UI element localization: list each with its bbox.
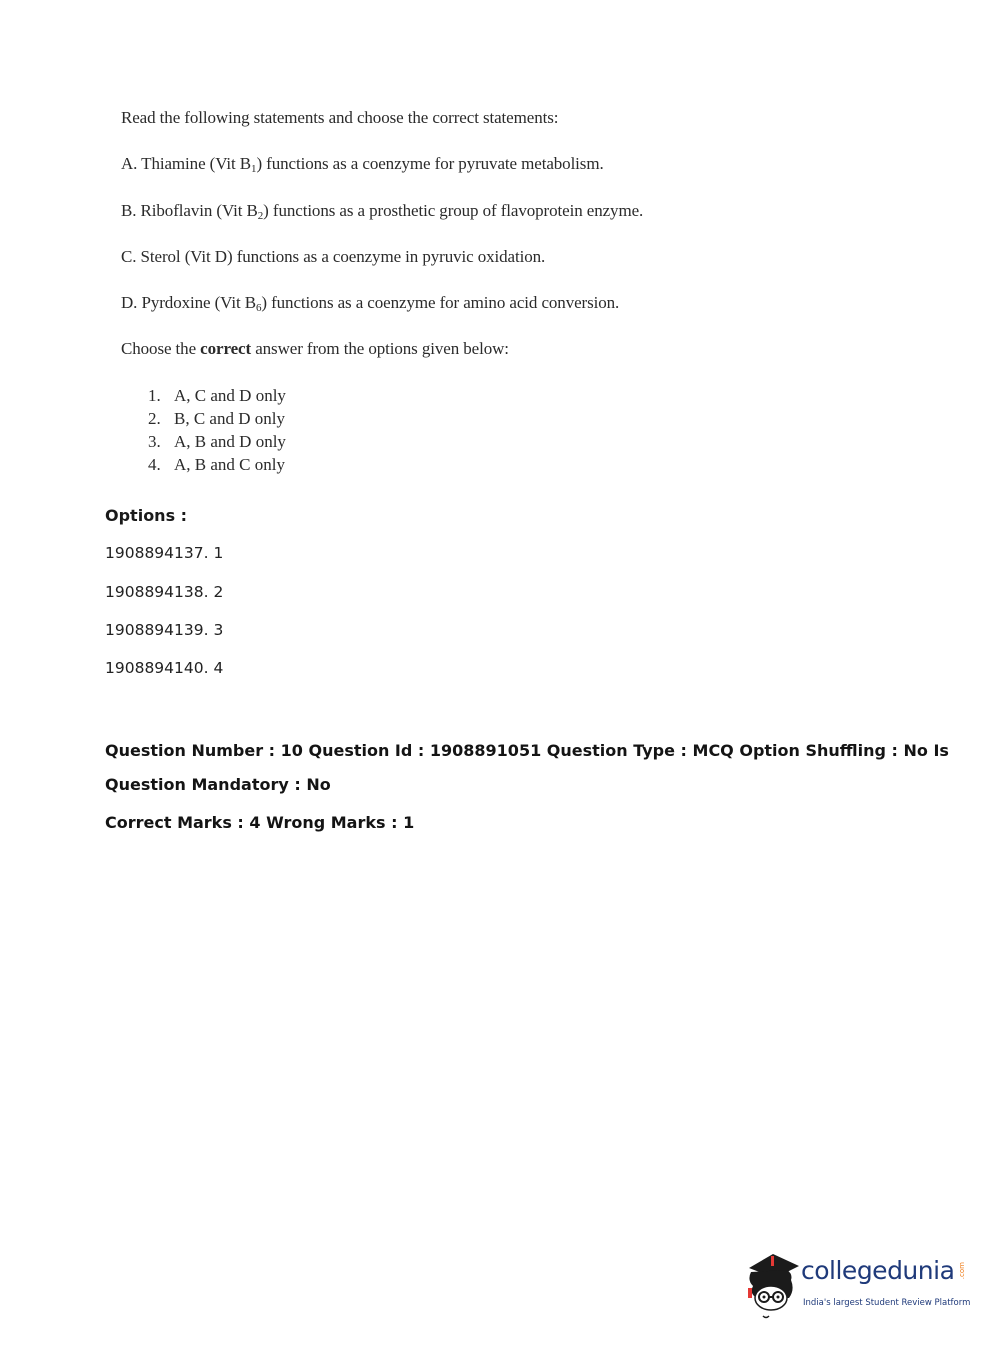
- question-meta-line-2: Question Mandatory : No: [105, 775, 331, 794]
- choice-number: 1.: [148, 386, 161, 405]
- list-item: [148, 432, 286, 452]
- answer-instruction: [121, 339, 509, 359]
- choice-number: 2.: [148, 409, 161, 428]
- statement-text: A. Thiamine (Vit B: [121, 154, 252, 173]
- choice-number: 3.: [148, 432, 161, 451]
- option-item: 1908894139. 3: [105, 621, 224, 639]
- choice-text: A, B and D only: [174, 432, 286, 451]
- statement-c: [121, 247, 545, 267]
- logo-suffix: .com: [958, 1262, 966, 1280]
- collegedunia-logo: [743, 1250, 973, 1320]
- mascot-icon: [743, 1250, 803, 1320]
- statement-b: [121, 201, 643, 221]
- instruction-text: answer from the options given below:: [251, 339, 509, 358]
- question-prompt: Read the following statements and choose the correct statements:: [121, 108, 559, 127]
- choice-text: A, B and C only: [174, 455, 285, 474]
- option-item: 1908894138. 2: [105, 583, 224, 601]
- instruction-text: Choose the: [121, 339, 201, 358]
- list-item: [148, 409, 285, 429]
- list-item: [148, 455, 285, 475]
- statement-text: B. Riboflavin (Vit B: [121, 201, 258, 220]
- list-item: [148, 386, 286, 406]
- statement-text: C. Sterol (Vit D) functions as a coenzyme in pyruvic oxidation.: [121, 247, 546, 266]
- choice-text: A, C and D only: [174, 386, 286, 405]
- statement-subscript: 1: [251, 163, 257, 175]
- question-meta-line-3: Correct Marks : 4 Wrong Marks : 1: [105, 813, 415, 832]
- option-item: 1908894140. 4: [105, 659, 224, 677]
- choice-number: 4.: [148, 455, 161, 474]
- statement-text: ) functions as a prosthetic group of flavoprotein enzyme.: [263, 201, 644, 220]
- statement-subscript: 2: [257, 210, 264, 222]
- logo-tagline: India's largest Student Review Platform: [803, 1298, 971, 1308]
- statement-a: [121, 154, 604, 174]
- instruction-emphasis: correct: [200, 339, 252, 358]
- statement-d: [121, 293, 619, 313]
- option-item: 1908894137. 1: [105, 544, 224, 562]
- options-heading: Options :: [105, 506, 188, 525]
- choice-text: B, C and D only: [174, 409, 285, 428]
- statement-text: D. Pyrdoxine (Vit B: [121, 293, 256, 312]
- statement-subscript: 6: [255, 302, 262, 314]
- logo-wordmark: collegedunia: [801, 1256, 955, 1285]
- statement-text: ) functions as a coenzyme for pyruvate metabolism.: [256, 154, 604, 173]
- statement-text: ) functions as a coenzyme for amino acid conversion.: [261, 293, 620, 312]
- question-meta-line-1: Question Number : 10 Question Id : 1908891051 Question Type : MCQ Option Shuffling : No Is: [105, 741, 949, 760]
